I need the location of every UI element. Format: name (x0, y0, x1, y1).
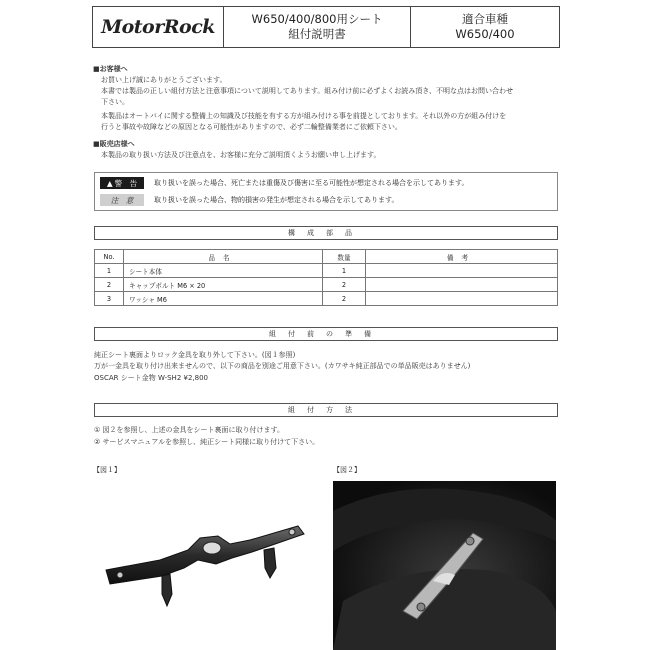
warning-triangle-icon: ▲ (106, 178, 113, 188)
customer-heading: ■お客様へ (93, 65, 128, 73)
warning-row (100, 177, 468, 189)
figure-2-label: 【図２】 (333, 466, 361, 474)
customer-line: 行うと事故や故障などの原因となる可能性がありますので、必ず二輪整備業者にご依頼下さい。 (101, 123, 402, 131)
table-row (95, 264, 558, 278)
table-row (95, 278, 558, 292)
col-qty: 数量 (323, 250, 366, 264)
row-note (366, 292, 558, 306)
customer-line: 本製品はオートバイに関する整備上の知識及び技能を有する方が組み付ける事を前提としております。それ以外の方が組み付けを (101, 112, 507, 120)
col-no: No. (95, 250, 124, 264)
caution-badge: 注 意 (100, 194, 144, 206)
figure-1-label: 【図１】 (93, 466, 121, 474)
fitment-info (411, 7, 559, 47)
row-name: ワッシャ M6 (124, 292, 323, 306)
row-qty: 2 (323, 292, 366, 306)
col-name: 品名 (124, 250, 323, 264)
prep-line: 万が一金具を取り付け出来ませんので、以下の商品を別途ご用意下さい。(カワサキ純正部品での単品販売はありません) (94, 362, 471, 370)
row-no: 2 (95, 278, 124, 292)
caution-row (100, 194, 398, 206)
parts-table (94, 249, 558, 306)
prep-section-title: 組付前の準備 (94, 327, 558, 341)
row-note (366, 278, 558, 292)
row-no: 3 (95, 292, 124, 306)
col-note: 備考 (366, 250, 558, 264)
customer-line: お買い上げ誠にありがとうございます。 (101, 76, 227, 84)
dealer-line: 本製品の取り扱い方法及び注意点を、お客様に充分ご説明頂くようお願い申し上げます。 (101, 151, 381, 159)
seat-underside-image (333, 481, 556, 650)
fit-label: 適合車種 (462, 12, 508, 26)
fit-models: W650/400 (455, 27, 515, 41)
lock-bracket-image (100, 510, 310, 610)
parts-section-title: 構成部品 (94, 226, 558, 240)
title-line-1: W650/400/800用シート (251, 12, 383, 26)
dealer-heading: ■販売店様へ (93, 140, 135, 148)
warning-badge: ▲ 警 告 (100, 177, 144, 189)
method-line: ① 図２を参照し、上述の金具をシート裏面に取り付けます。 (94, 426, 284, 434)
prep-line: 純正シート裏面よりロック金具を取り外して下さい。(図１参照) (94, 351, 296, 359)
table-header-row (95, 250, 558, 264)
row-name: シート本体 (124, 264, 323, 278)
row-name: キャップボルト M6 × 20 (124, 278, 323, 292)
brand-logo: MotorRock (93, 7, 224, 47)
row-qty: 1 (323, 264, 366, 278)
caution-text: 取り扱いを誤った場合、物的損害の発生が想定される場合を示してあります。 (154, 195, 399, 204)
document-header (92, 6, 560, 48)
table-row (95, 292, 558, 306)
prep-line: OSCAR シート金物 W-SH2 ¥2,800 (94, 374, 208, 382)
row-qty: 2 (323, 278, 366, 292)
customer-line: 本書では製品の正しい組付方法と注意事項について説明してあります。組み付け前に必ずよくお読み頂き、不明な点はお問い合わせ (101, 87, 514, 95)
method-line: ② サービスマニュアルを参照し、純正シート同様に取り付けて下さい。 (94, 438, 320, 446)
customer-line: 下さい。 (101, 98, 129, 106)
row-no: 1 (95, 264, 124, 278)
seat-underside-photo (333, 481, 556, 650)
method-section-title: 組付方法 (94, 403, 558, 417)
document-title (224, 7, 411, 47)
warning-text: 取り扱いを誤った場合、死亡または重傷及び傷害に至る可能性が想定される場合を示してあります。 (154, 178, 469, 187)
row-note (366, 264, 558, 278)
title-line-2: 組付説明書 (288, 27, 346, 41)
